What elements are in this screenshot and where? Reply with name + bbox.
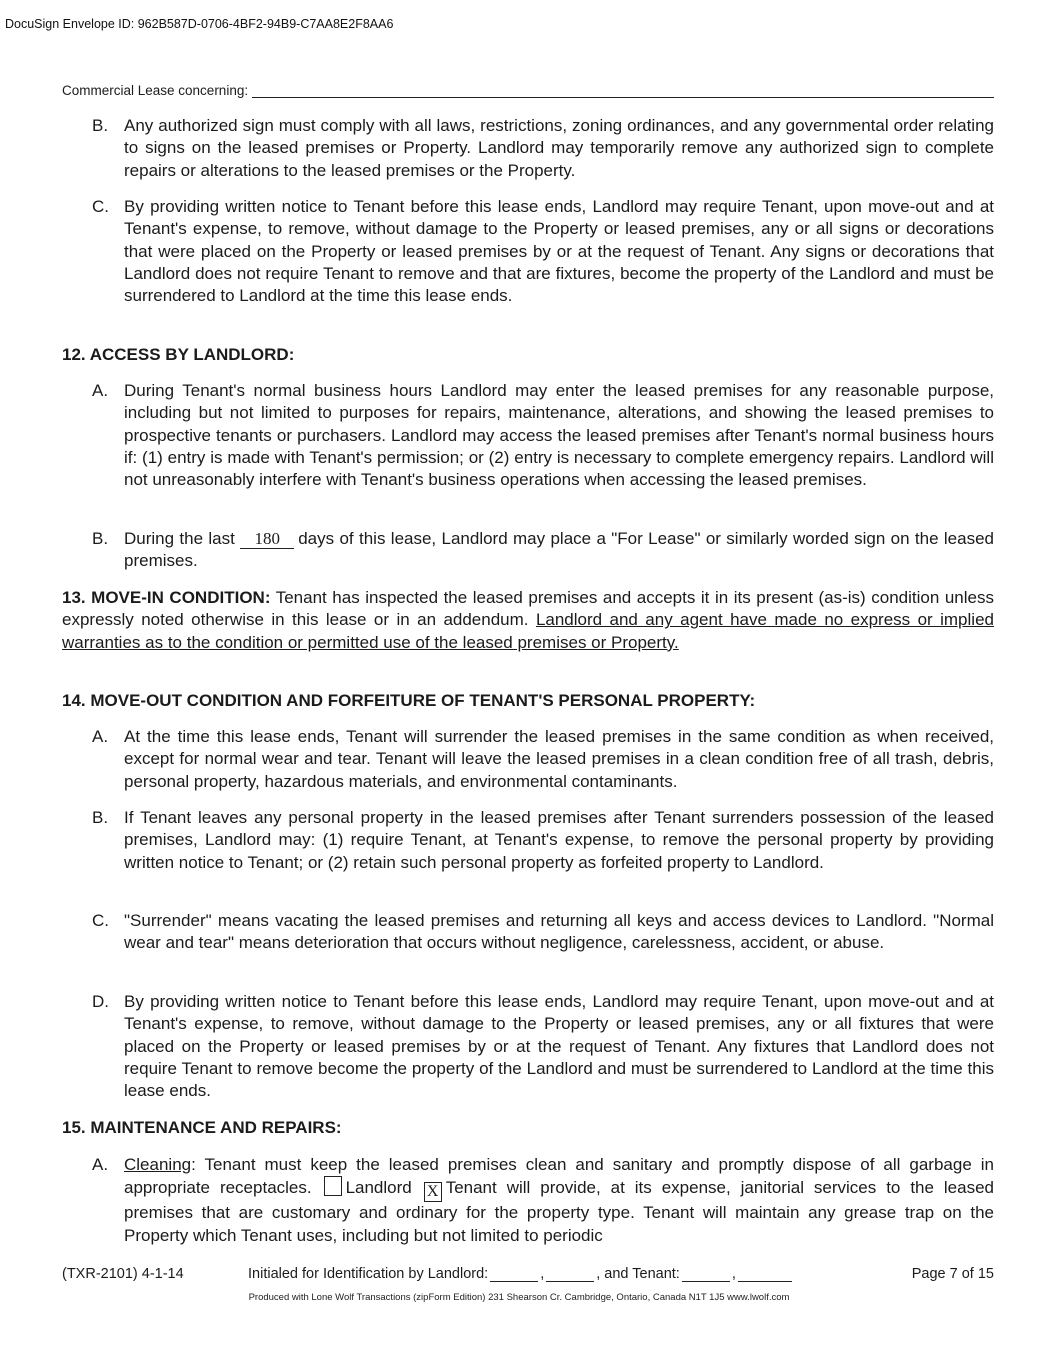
clause-text: By providing written notice to Tenant before this lease ends, Landlord may require Tenant, upon move-out and at Tenant's expense, to remove, without damage to the Property or leased premises, any or all fixtures that were placed on the Property or leased premises by or at the request of Tenant. Any fixtures that Landlord does not require Tenant to remove become the property of the Landlord and must be surrendered to Landlord at the time this lease ends. [124, 992, 994, 1101]
clause-label: A. [92, 1155, 109, 1174]
clause-text-post: days of this lease, Landlord may place a "For Lease" or similarly worded sign on the leased premises. [124, 529, 994, 571]
docusign-envelope-id: DocuSign Envelope ID: 962B587D-0706-4BF2-94B9-C7AA8E2F8AA6 [5, 17, 394, 31]
clause-text: "Surrender" means vacating the leased premises and returning all keys and access devices to Landlord. "Normal wear and tear" means deterioration that occurs without negligence, carelessness, accident, or abuse. [124, 911, 994, 953]
clause-label: D. [92, 992, 109, 1011]
section-13-disclaimer: Landlord and any agent have made no express or implied warranties as to the condition or permitted use of the leased premises or Property. [62, 610, 994, 652]
comma-sep: , [540, 1266, 545, 1282]
clause-text: By providing written notice to Tenant before this lease ends, Landlord may require Tenant, upon move-out and at Tenant's expense, to remove, without damage to the Property or leased premises, any or all signs or decorations that were placed on the Property or leased premises by or at the request of Tenant. Any signs or decorations that Landlord does not require Tenant to remove and that are fixtures, become the property of the Landlord and must be surrendered to Landlord at the time this lease ends. [124, 197, 994, 306]
section-13-text: Tenant has inspected the leased premises and accepts it in its present (as-is) condition unless expressly noted otherwise in this lease or in an addendum. [62, 588, 994, 630]
section-13 [62, 587, 994, 654]
tenant-option-label: Tenant [445, 1178, 497, 1198]
header-label: Commercial Lease concerning: [62, 83, 249, 98]
landlord-initial-2[interactable] [546, 1267, 594, 1282]
clause-label: A. [92, 381, 109, 400]
clause-12b [92, 528, 994, 573]
clause-11c [92, 196, 994, 307]
clause-14b [92, 807, 994, 874]
produced-with-note: Produced with Lone Wolf Transactions (zipForm Edition) 231 Shearson Cr. Cambridge, Ontario, Canada N1T 1J5 www.lwolf.com [248, 1292, 790, 1303]
lease-header [62, 83, 994, 98]
clause-11b [92, 115, 994, 182]
comma-sep: , [731, 1266, 736, 1282]
clause-text: During Tenant's normal business hours Landlord may enter the leased premises for any reasonable purpose, including but not limited to purposes for repairs, maintenance, alterations, and showing the leased premises to prospective tenants or purchasers. Landlord may access the leased premises after Tenant's normal business hours if: (1) entry is made with Tenant's permission; or (2) entry is necessary to complete emergency repairs. Landlord will not unreasonably interfere with Tenant's business operations when accessing the leased premises. [124, 381, 994, 490]
clause-14c [92, 910, 994, 955]
tenant-checkbox[interactable]: X [424, 1182, 442, 1202]
clause-label: A. [92, 727, 109, 746]
clause-text-pre: : Tenant must keep the leased premises clean and sanitary and promptly dispose of all garbage in appropriate receptacles. [124, 1155, 994, 1198]
form-number: (TXR-2101) 4-1-14 [62, 1266, 184, 1282]
and-tenant-label: , and Tenant: [596, 1266, 680, 1282]
section-12-heading: 12. ACCESS BY LANDLORD: [62, 345, 295, 364]
clause-text: Any authorized sign must comply with all laws, restrictions, zoning ordinances, and any governmental order relating to signs on the leased premises or Property. Landlord may temporarily remove any authorized sign to complete repairs or alterations to the leased premises or the Property. [124, 116, 994, 180]
clause-label: B. [92, 529, 109, 548]
clause-12a [92, 380, 994, 491]
clause-text-pre: During the last [124, 529, 235, 548]
property-address-blank [252, 83, 994, 98]
tenant-initial-1[interactable] [682, 1267, 730, 1282]
clause-text: If Tenant leaves any personal property in the leased premises after Tenant surrenders possession of the leased premises, Landlord may: (1) require Tenant, at Tenant's expense, to remove the personal property by providing written notice to Tenant; or (2) retain such personal property as forfeited property to Landlord. [124, 808, 994, 872]
clause-14d [92, 991, 994, 1102]
landlord-option-label: Landlord [345, 1178, 412, 1198]
clause-label: B. [92, 116, 109, 135]
clause-15a [92, 1154, 994, 1247]
section-15-heading: 15. MAINTENANCE AND REPAIRS: [62, 1118, 342, 1137]
clause-label: B. [92, 808, 109, 827]
page-footer [62, 1266, 994, 1282]
initialed-label: Initialed for Identification by Landlord: [248, 1266, 489, 1282]
section-13-heading: 13. MOVE-IN CONDITION: [62, 588, 271, 607]
days-field[interactable]: 180 [240, 530, 294, 549]
clause-text-post: will provide, at its expense, janitorial services to the leased premises that are customary and ordinary for the property type. Tenant will maintain any grease trap on the Property which Tenant uses, including but not limited to periodic [124, 1178, 994, 1245]
clause-14a [92, 726, 994, 793]
clause-label: C. [92, 911, 109, 930]
cleaning-title: Cleaning [124, 1155, 192, 1174]
page-number: Page 7 of 15 [911, 1266, 994, 1282]
clause-label: C. [92, 197, 109, 216]
tenant-initial-2[interactable] [738, 1267, 792, 1282]
clause-text: At the time this lease ends, Tenant will surrender the leased premises in the same condition as when received, except for normal wear and tear. Tenant will leave the leased premises in a clean condition free of all trash, debris, personal property, hazardous materials, and environmental contaminants. [124, 727, 994, 791]
landlord-checkbox[interactable] [324, 1176, 342, 1196]
landlord-initial-1[interactable] [490, 1267, 538, 1282]
section-14-heading: 14. MOVE-OUT CONDITION AND FORFEITURE OF TENANT'S PERSONAL PROPERTY: [62, 691, 756, 710]
